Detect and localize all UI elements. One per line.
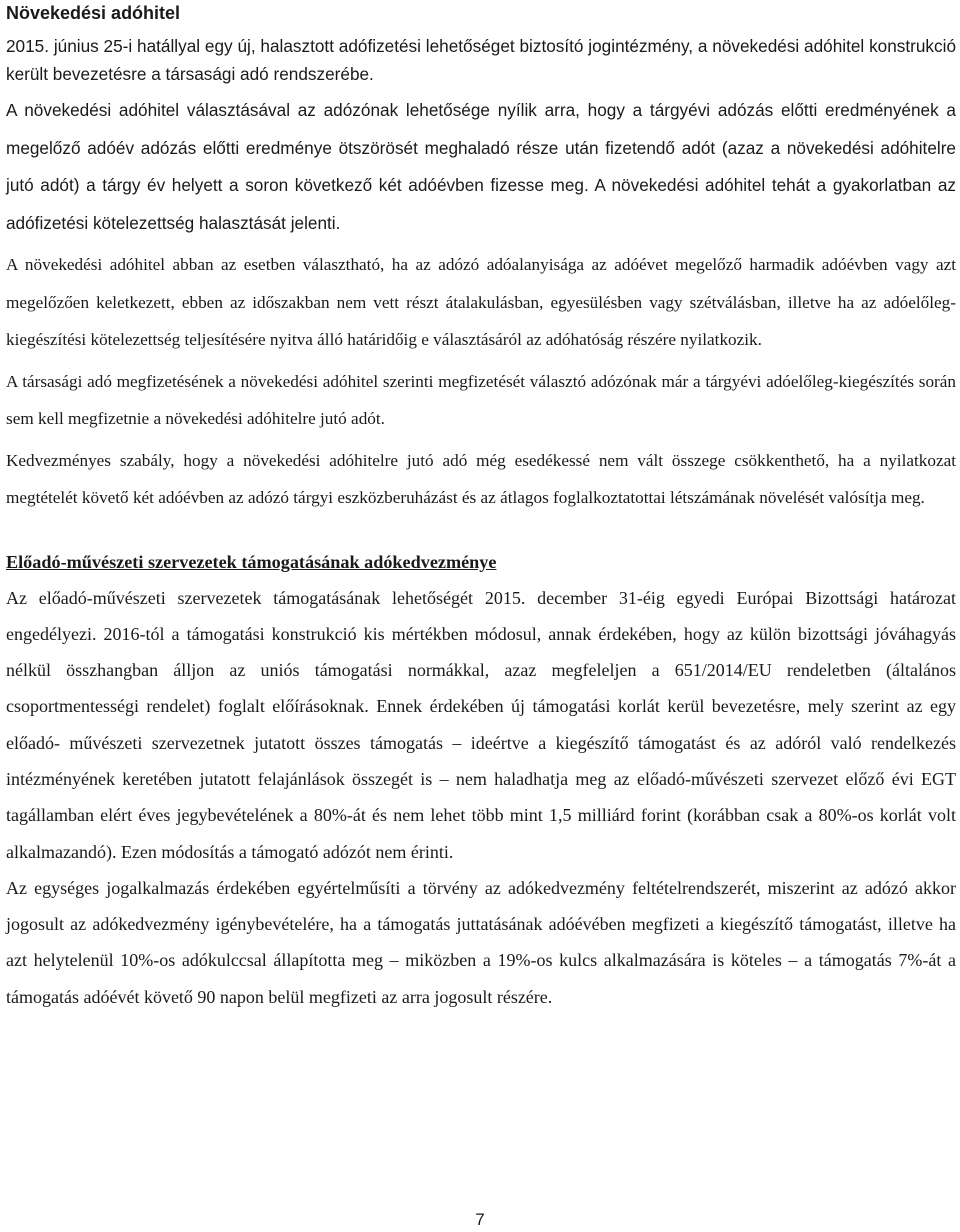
paragraph: 2015. június 25-i hatállyal egy új, halasztott adófizetési lehetőséget biztosító jogintézmény, a növekedési adóhitel konstrukció került bevezetésre a társasági adó rendszerébe.	[6, 36, 956, 84]
document-page	[6, 0, 956, 1015]
paragraph: Kedvezményes szabály, hogy a növekedési adóhitelre jutó adó még esedékessé nem vált összege csökkenthető, ha a nyilatkozat megtételét követő két adóévben az adózó tárgyi eszközberuházást és az átlagos foglalkoztatottai létszámának növelését valósítja meg.	[6, 450, 956, 507]
paragraph: Az egységes jogalkalmazás érdekében egyértelműsíti a törvény az adókedvezmény feltételrendszerét, miszerint az adózó akkor jogosult az adókedvezmény igénybevételére, ha a támogatás juttatásának adóévében megfizeti a kiegészítő támogatást, illetve ha azt helytelenül 10%-os adókulccsal állapította meg – miközben a 19%-os kulcs alkalmazására is köteles – a támogatás 7%-át a támogatás adóévét követő 90 napon belül megfizeti az arra jogosult részére.	[6, 877, 956, 1007]
section-title: Előadó-művészeti szervezetek támogatásának adókedvezménye	[6, 551, 497, 572]
section-title: Növekedési adóhitel	[6, 3, 181, 23]
page-number: 7	[475, 1210, 485, 1229]
paragraph: A növekedési adóhitel választásával az adózónak lehetősége nyílik arra, hogy a tárgyévi adózás előtti eredményének a megelőző adóév adózás előtti eredménye ötszörösét meghaladó része után fizetendő adót (azaz a növekedési adóhitelre jutó adót) a tárgy év helyett a soron következő két adóévben fizesse meg. A növekedési adóhitel tehát a gyakorlatban az adófizetési kötelezettség halasztását jelenti.	[6, 100, 956, 233]
paragraph: Az előadó-művészeti szervezetek támogatásának lehetőségét 2015. december 31-éig egyedi Európai Bizottsági határozat engedélyezi. 2016-tól a támogatási konstrukció kis mértékben módosul, annak érdekében, hogy az külön bizottsági jóváhagyás nélkül összhangban álljon az uniós támogatási normákkal, azaz megfeleljen a 651/2014/EU rendeletben (általános csoportmentességi rendelet) foglalt előírásoknak. Ennek érdekében új támogatási korlát kerül bevezetésre, mely szerint az egy előadó- művészeti szervezetnek jutatott összes támogatás – ideértve a kiegészítő támogatást és az adóról való rendelkezés intézményének keretében jutatott felajánlások összegét is – nem haladhatja meg az előadó-művészeti szervezet előző évi EGT tagállamban elért éves jegybevételének a 80%-át és nem lehet több mint 1,5 milliárd forint (korábban csak a 80%-os korlát volt alkalmazandó). Ezen módosítás a támogató adózót nem érinti.	[6, 587, 956, 862]
section-novekedesi-adohitel	[6, 0, 956, 517]
paragraph: A növekedési adóhitel abban az esetben választható, ha az adózó adóalanyisága az adóévet megelőző harmadik adóévben vagy azt megelőzően keletkezett, ebben az időszakban nem vett részt átalakulásban, egyesülésben vagy szétválásban, illetve ha az adóelőleg-kiegészítési kötelezettség teljesítésére nyitva álló határidőig e választásáról az adóhatóság részére nyilatkozik.	[6, 255, 956, 349]
paragraph: A társasági adó megfizetésének a növekedési adóhitel szerinti megfizetését választó adózónak már a tárgyévi adóelőleg-kiegészítés során sem kell megfizetnie a növekedési adóhitelre jutó adót.	[6, 371, 956, 428]
section-eloado-muveszeti	[6, 547, 956, 1016]
